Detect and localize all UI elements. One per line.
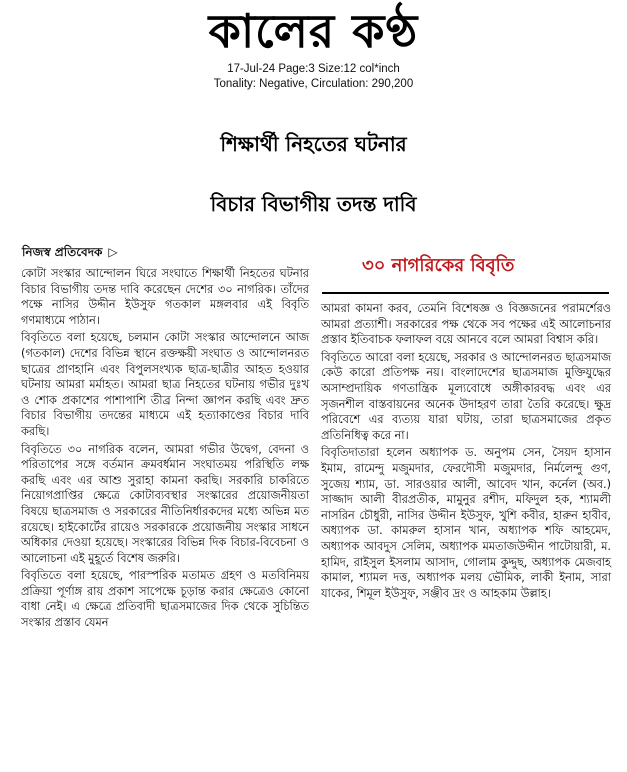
subheadline: ৩০ নাগরিকের বিবৃতি (362, 255, 515, 276)
paragraph: বিবৃতিতে বলা হয়েছে, পারস্পরিক মতামত গ্রহণ ও মতবিনিময় প্রক্রিয়া পূর্ণাঙ্গ রায় প্রকাশ সাপেক্ষে চূড়ান্ত করার ক্ষেত্রেও কোনো বাধা নেই। এ ক্ষেত্রে প্রতিবাদী ছাত্রসমাজের দিক থেকে সুচিন্তিত সংস্কার প্রস্তাব যেমন (21, 569, 309, 630)
paragraph: আমরা কামনা করব, তেমনি বিশেষজ্ঞ ও বিজ্ঞজনের পরামর্শেরও আমরা প্রত্যাশী। সরকারের পক্ষ থেকে সব পক্ষের এই আলোচনার প্রস্তাব ইতিবাচক ফলাফল বয়ে আনবে বলে আমরা বিশ্বাস করি। (321, 302, 611, 347)
headline-line1: শিক্ষার্থী নিহতের ঘটনার (220, 132, 407, 156)
byline-arrow-icon: ▷ (108, 245, 118, 259)
paragraph: বিবৃতিদাতারা হলেন অধ্যাপক ড. অনুপম সেন, সৈয়দ হাসান ইমাম, রামেন্দু মজুমদার, ফেরদৌসী মজুমদার, নির্মলেন্দু গুণ, সুজেয় শ্যাম, ডা. সারওয়ার আলী, আবেদ খান, কর্নেল (অব.) সাজ্জাদ আলী বীরপ্রতীক, মামুনুর রশীদ, মফিদুল হক, শ্যামলী নাসরিন চৌধুরী, নাসির উদ্দীন ইউসুফ, খুশি কবীর, হারুন হাবীব, অধ্যাপক ডা. কামরুল হাসান খান, অধ্যাপক শফি আহমেদ, অধ্যাপক আবদুস সেলিম, অধ্যাপক মমতাজউদ্দীন পাটোয়ারী, ম. হামিদ, রাইসুল ইসলাম আসাদ, গোলাম কুদ্দুছ, অধ্যাপক মেজবাহ কামাল, শ্যামল দত্ত, অধ্যাপক মলয় ভৌমিক, লাকী ইনাম, সারা যাকের, শিমূল ইউসুফ, সঞ্জীব দ্রং ও আহকাম উল্লাহ। (321, 446, 611, 600)
byline-text: নিজস্ব প্রতিবেদক (22, 245, 103, 259)
article-column-left (21, 266, 309, 633)
paragraph: কোটা সংস্কার আন্দোলন ঘিরে সংঘাতে শিক্ষার্থী নিহতের ঘটনার বিচার বিভাগীয় তদন্ত দাবি করেছেন দেশের ৩০ নাগরিক। তাঁদের পক্ষে নাসির উদ্দীন ইউসুফ গতকাল মঙ্গলবার এই বিবৃতি গণমাধ্যমে পাঠান। (21, 267, 309, 327)
clipping-meta-line2: Tonality: Negative, Circulation: 290,200 (213, 78, 414, 90)
paragraph: বিবৃতিতে বলা হয়েছে, চলমান কোটা সংস্কার আন্দোলনে আজ (গতকাল) দেশের বিভিন্ন স্থানে রক্তক্ষয়ী সংঘাত ও আন্দোলনরত ছাত্রের প্রাণহানি এবং বিপুলসংখ্যক ছাত্র-ছাত্রীর আহত হওয়ার ঘটনায় আমরা মর্মাহত। আমরা ছাত্র নিহতের ঘটনায় গভীর দুঃখ ও শোক প্রকাশের পাশাপাশি তীব্র নিন্দা জ্ঞাপন করছি এবং দ্রুত বিচার বিভাগীয় তদন্তের মাধ্যমে এই হত্যাকাণ্ডের বিচার দাবি করছি। (21, 331, 309, 438)
byline (22, 244, 118, 264)
subheadline-divider (322, 292, 609, 294)
paragraph: বিবৃতিতে আরো বলা হয়েছে, সরকার ও আন্দোলনরত ছাত্রসমাজ কেউ কারো প্রতিপক্ষ নয়। বাংলাদেশের ছাত্রসমাজ মুক্তিযুদ্ধের অসাম্প্রদায়িক গণতান্ত্রিক মূল্যবোধে অঙ্গীকারবদ্ধ এবং এর সৃজনশীল বাস্তবায়নের অনেক উদাহরণ তারা তৈরি করেছে। ক্ষুদ্র পরিবেশে এর ব্যত্যয় যারা ঘটায়, তারা ছাত্রসমাজের প্রকৃত প্রতিনিধিত্ব করে না। (321, 350, 611, 442)
article-column-right (321, 301, 611, 603)
paragraph: বিবৃতিতে ৩০ নাগরিক বলেন, আমরা গভীর উদ্বেগ, বেদনা ও পরিতাপের সঙ্গে বর্তমান ক্রমবর্ধমান সংঘাতময় পরিস্থিতি লক্ষ করছি এবং এর আশু সুরাহা কামনা করছি। সরকারি চাকরিতে নিয়োগপ্রাপ্তির ক্ষেত্রে কোটাব্যবস্থার সংস্কারের প্রয়োজনীয়তা বিষয়ে ছাত্রসমাজ ও সরকারের নীতিনির্ধারকদের মধ্যে অভিন্ন মত রয়েছে। হাইকোর্টের রায়েও সরকারকে প্রয়োজনীয় সংস্কার সাধনে অধিকার দেওয়া হয়েছে। সংস্কারের বিভিন্ন দিক বিচার-বিবেচনা ও আলোচনা এই মুহূর্তে বিশেষ জরুরি। (21, 442, 309, 565)
clipping-meta-line1: 17-Jul-24 Page:3 Size:12 col*inch (227, 63, 400, 75)
newspaper-masthead: কালের কণ্ঠ (208, 4, 419, 58)
headline-line2: বিচার বিভাগীয় তদন্ত দাবি (210, 192, 417, 216)
